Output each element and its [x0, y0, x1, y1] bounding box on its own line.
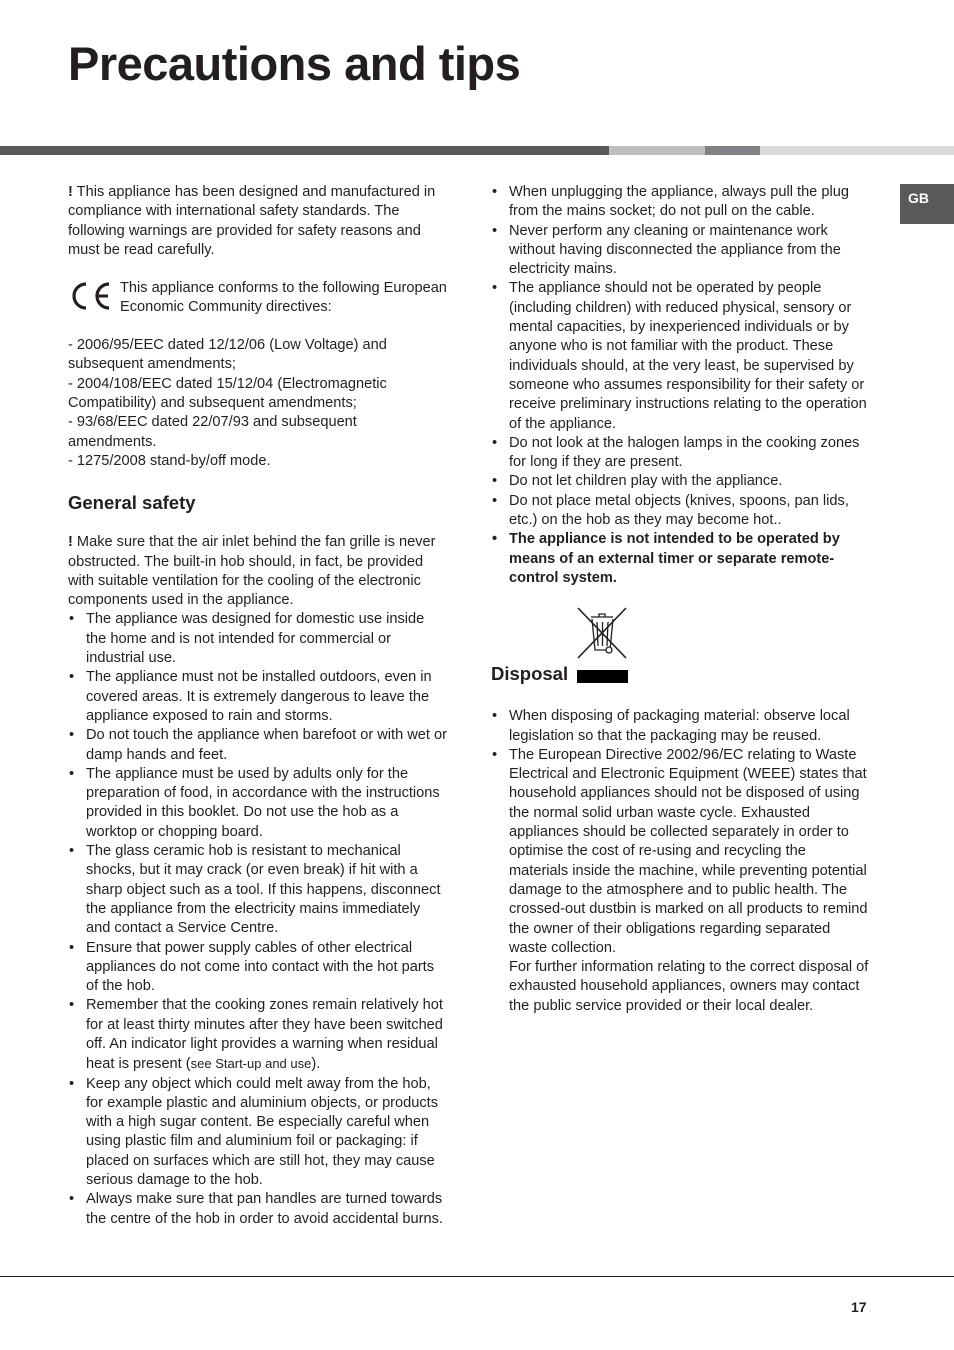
crossed-out-bin-icon — [575, 606, 629, 662]
general-safety-intro-text: Make sure that the air inlet behind the fan grille is never obstructed. The built-in hob should, in fact, be provided with suitable ventilation for the cooling of the electronic components used in the appliance. — [68, 534, 436, 609]
list-item: • Do not let children play with the appliance. — [491, 472, 869, 491]
right-column — [491, 183, 869, 1016]
residual-heat-close: ). — [311, 1056, 321, 1073]
warning-mark: ! — [68, 534, 73, 551]
disposal-header — [491, 588, 869, 688]
directive-list — [68, 336, 448, 471]
directive-item: - 2006/95/EEC dated 12/12/06 (Low Voltage) and subsequent amendments; — [68, 337, 387, 373]
residual-heat-text: Remember that the cooking zones remain relatively hot for at least thirty minutes after they have been switched off. An indicator light provides a warning when residual heat is present ( — [86, 997, 443, 1073]
list-item-bold: • The appliance is not intended to be operated by means of an external timer or separate remote-control system. — [491, 530, 869, 588]
weee-bar — [577, 670, 628, 683]
list-item: • The European Directive 2002/96/EC relating to Waste Electrical and Electronic Equipment (WEEE) states that household appliances should not be disposed of using the normal solid urban waste cycle. Exhausted appliances should be collected separately in order to optimise the cost of re-using and recycling the materials inside the machine, while preventing potential damage to the atmosphere and to public health. The crossed-out dustbin is marked on all products to remind the owner of their obligations regarding separated waste collection. — [491, 746, 869, 958]
header-rule-light — [609, 146, 705, 155]
directive-item: - 2004/108/EEC dated 15/12/04 (Electromagnetic Compatibility) and subsequent amendments; — [68, 375, 387, 412]
list-item-residual-heat — [68, 996, 448, 1074]
list-item: • Keep any object which could melt away from the hob, for example plastic and aluminium objects, or products with a high sugar content. Be especially careful when using plastic film and aluminium foil or packaging: if placed on surfaces which are still hot, they may cause serious damage to the hob. — [68, 1075, 448, 1191]
list-item: • Never perform any cleaning or maintenance work without having disconnected the appliance from the electricity mains. — [491, 222, 869, 280]
ce-text: This appliance conforms to the following European Economic Community directives: — [120, 280, 447, 316]
disposal-list — [491, 707, 869, 958]
header-rule-mid — [705, 146, 760, 155]
list-item: • Ensure that power supply cables of other electrical appliances do not come into contact with the hot parts of the hob. — [68, 939, 448, 997]
general-safety-intro — [68, 533, 448, 610]
list-item: • The glass ceramic hob is resistant to mechanical shocks, but it may crack (or even break) if hit with a sharp object such as a tool. If this happens, disconnect the appliance from the electricity mains immediately and contact a Service Centre. — [68, 842, 448, 938]
list-item: • Do not look at the halogen lamps in the cooking zones for long if they are present. — [491, 434, 869, 473]
ce-mark-icon — [68, 281, 112, 311]
disposal-followup: For further information relating to the correct disposal of exhausted household appliances, owners may contact the public service provided or their local dealer. — [509, 959, 869, 1014]
language-tab: GB — [900, 184, 954, 224]
list-item: • When disposing of packaging material: observe local legislation so that the packaging may be reused. — [491, 707, 869, 746]
header-rule-dark — [0, 146, 609, 155]
left-column — [68, 183, 448, 1229]
general-safety-heading: General safety — [68, 492, 196, 514]
start-up-reference: see Start-up and use — [190, 1056, 312, 1072]
disposal-heading: Disposal — [491, 663, 569, 685]
intro-paragraph — [68, 183, 448, 260]
footer-rule — [0, 1276, 954, 1277]
intro-text: This appliance has been designed and manufactured in compliance with international safety standards. The following warnings are provided for safety reasons and must be read carefully. — [68, 184, 436, 258]
directive-item: - 1275/2008 stand-by/off mode. — [68, 452, 271, 469]
directive-item: - 93/68/EEC dated 22/07/93 and subsequent amendments. — [68, 414, 357, 450]
header-rule-pale — [760, 146, 954, 155]
page-title: Precautions and tips — [68, 37, 521, 90]
list-item: • Always make sure that pan handles are turned towards the centre of the hob in order to avoid accidental burns. — [68, 1190, 448, 1229]
list-item: • The appliance must not be installed outdoors, even in covered areas. It is extremely dangerous to leave the appliance exposed to rain and storms. — [68, 668, 448, 726]
general-safety-list — [68, 610, 448, 1229]
list-item: • Do not touch the appliance when barefoot or with wet or damp hands and feet. — [68, 726, 448, 765]
list-item: • Do not place metal objects (knives, spoons, pan lids, etc.) on the hob as they may become hot.. — [491, 492, 869, 531]
page-number: 17 — [851, 1299, 867, 1315]
safety-list-continued — [491, 183, 869, 588]
warning-mark: ! — [68, 184, 73, 200]
ce-conformity — [68, 279, 448, 317]
list-item: • When unplugging the appliance, always pull the plug from the mains socket; do not pull on the cable. — [491, 183, 869, 222]
list-item: • The appliance should not be operated by people (including children) with reduced physical, sensory or mental capacities, by inexperienced individuals or by anyone who is not familiar with the product. These individuals should, at the very least, be supervised by someone who assumes responsibility for their safety or receive preliminary instructions relating to the operation of the appliance. — [491, 279, 869, 433]
list-item: • The appliance was designed for domestic use inside the home and is not intended for commercial or industrial use. — [68, 610, 448, 668]
list-item: • The appliance must be used by adults only for the preparation of food, in accordance with the instructions provided in this booklet. Do not use the hob as a worktop or chopping board. — [68, 765, 448, 842]
